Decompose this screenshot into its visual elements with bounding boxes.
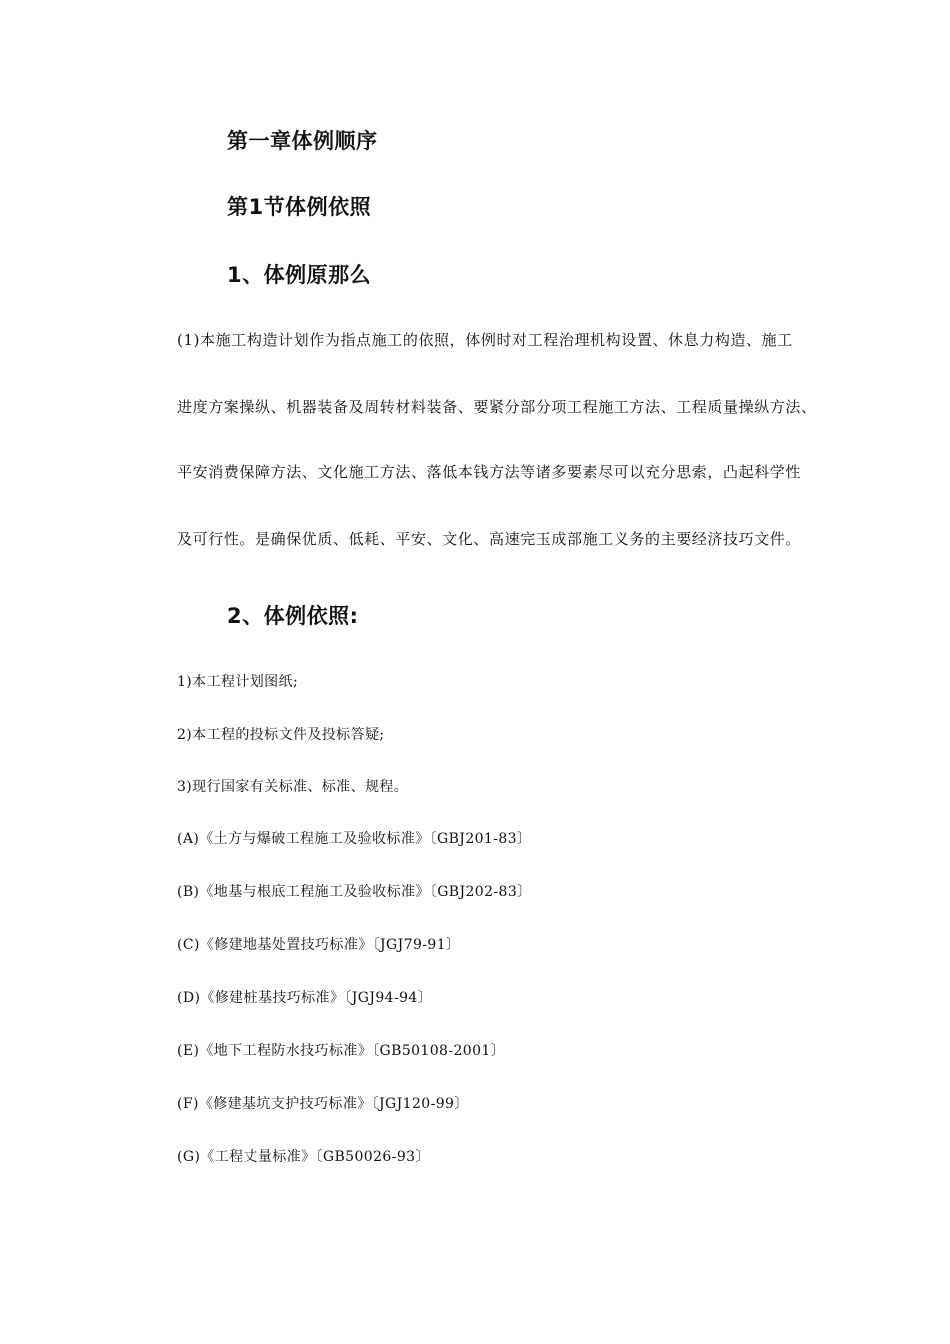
list-item: (A)《土方与爆破工程施工及验收标准》〔GBJ201-83〕 — [177, 831, 532, 847]
list-item: 1)本工程计划图纸; — [177, 674, 299, 690]
list-item: (B)《地基与根底工程施工及验收标准》〔GBJ202-83〕 — [177, 884, 532, 900]
paragraph-line: 及可行性。是确保优质、低耗、平安、文化、高速完玉成部施工义务的主要经济技巧文件。 — [177, 530, 802, 548]
list-item: (D)《修建桩基技巧标准》〔JGJ94-94〕 — [177, 990, 433, 1006]
list-item: 3)现行国家有关标准、标准、规程。 — [177, 779, 409, 795]
list-item: (G)《工程丈量标准》〔GB50026-93〕 — [177, 1149, 430, 1165]
paragraph-line: 进度方案操纵、机器装备及周转材料装备、要紧分部分项工程施工方法、工程质量操纵方法、 — [177, 398, 817, 416]
list-item: (F)《修建基坑支护技巧标准》〔JGJ120-99〕 — [177, 1096, 469, 1112]
section-title: 第1节体例依照 — [227, 195, 372, 219]
list-item: (E)《地下工程防水技巧标准》〔GB50108-2001〕 — [177, 1043, 506, 1059]
subsection-title-basis: 2、体例依照: — [227, 604, 359, 628]
list-item: 2)本工程的投标文件及投标答疑; — [177, 727, 385, 743]
paragraph-line: 平安消费保障方法、文化施工方法、落低本钱方法等诸多要素尽可以充分思索，凸起科学性 — [177, 463, 802, 481]
subsection-title-principles: 1、体例原那么 — [227, 263, 372, 287]
list-item: (C)《修建地基处置技巧标准》〔JGJ79-91〕 — [177, 937, 461, 953]
paragraph-line: (1)本施工构造计划作为指点施工的依照，体例时对工程治理机构设置、休息力构造、施工 — [177, 331, 793, 349]
chapter-title: 第一章体例顺序 — [227, 129, 378, 153]
